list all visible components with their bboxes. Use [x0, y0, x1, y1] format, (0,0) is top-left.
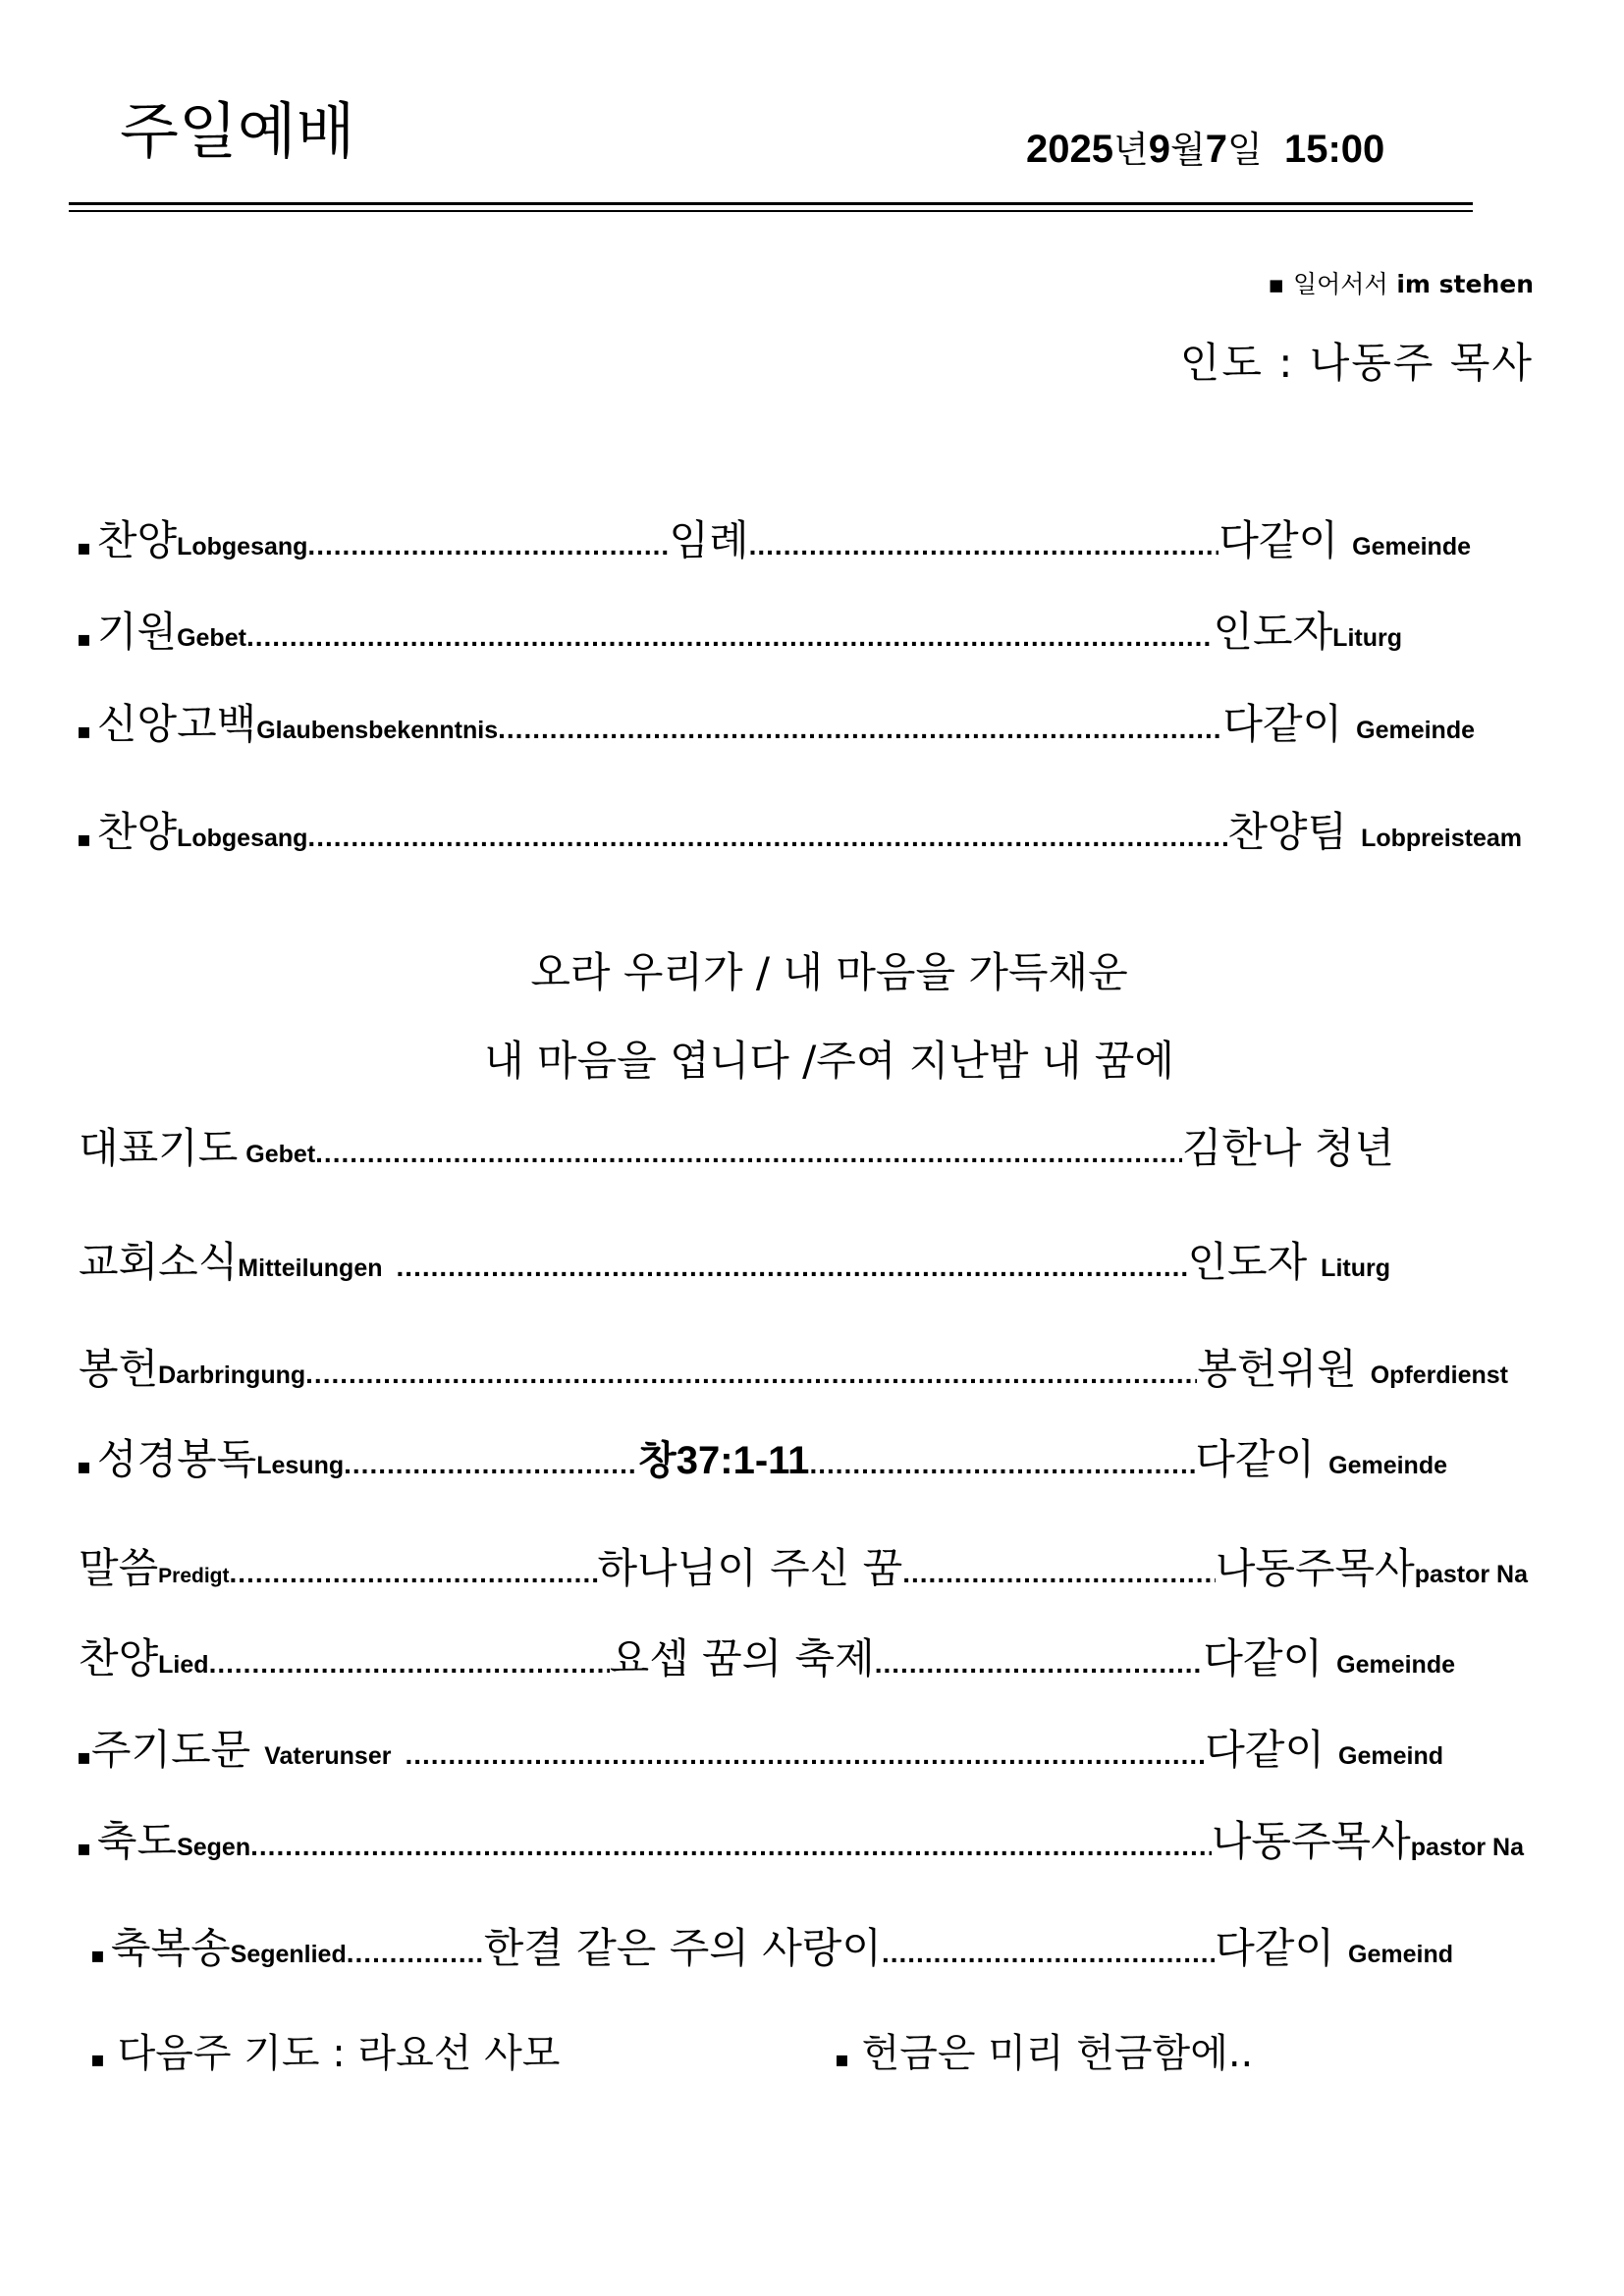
service-leader: 인도 : 나동주 목사 [1179, 339, 1534, 387]
order-item: ▪ 찬양 Lobgesang ..... 임례 ..... 다같이 Gemeinde [77, 508, 1471, 567]
order-item: ▪ 찬양 Lobgesang ..... 찬양팀 Lobpreisteam [77, 800, 1522, 859]
order-item: 말씀 Predigt ..... 하나님이 주신 꿈 ..... 나동주목사 pastor Na [79, 1536, 1528, 1595]
order-item: ▪ 성경봉독 Lesung ..... 창37:1-11 ..... 다같이 Gemeinde [77, 1427, 1447, 1486]
standing-note: ▪ 일어서서 im stehen [1268, 270, 1534, 298]
order-item: ▪ 축도 Segen ..... 나동주목사 pastor Na [77, 1809, 1524, 1868]
order-item: ▪ 기원 Gebet ..... 인도자 Liturg [77, 600, 1402, 659]
next-week-prayer: ▪ 다음주 기도 : 라요선 사모 [90, 2031, 561, 2076]
order-item: 교회소식 Mitteilungen ..... 인도자 Liturg [79, 1230, 1390, 1289]
order-item: ▪ 축복송 Segenlied ..... 한결 같은 주의 사랑이 ..... 다같이 Gemeind [90, 1916, 1453, 1975]
header-rule-top [69, 202, 1473, 205]
page-title: 주일예배 [120, 95, 355, 167]
order-item: 대표기도 Gebet ..... 김한나 청년 [79, 1116, 1394, 1175]
order-item: 봉헌 Darbringung ..... 봉헌위원 Opferdienst [79, 1337, 1508, 1396]
header-rule-bottom [69, 210, 1473, 212]
order-item: ▪ 신앙고백 Glaubensbekenntnis ..... 다같이 Gemeinde [77, 692, 1475, 751]
song-line: 오라 우리가 / 내 마음을 가득채운 [530, 948, 1128, 996]
order-item: 찬양 Lied ..... 요셉 꿈의 축제 ..... 다같이 Gemeinde [79, 1627, 1455, 1685]
service-date: 2025년9월7일 15:00 [1026, 128, 1385, 171]
order-item: ▪ 주기도문 Vaterunser ..... 다같이 Gemeind [77, 1718, 1443, 1777]
song-line: 내 마음을 엽니다 /주여 지난밤 내 꿈에 [484, 1037, 1174, 1085]
offering-note: ▪ 헌금은 미리 헌금함에.. [835, 2031, 1254, 2076]
